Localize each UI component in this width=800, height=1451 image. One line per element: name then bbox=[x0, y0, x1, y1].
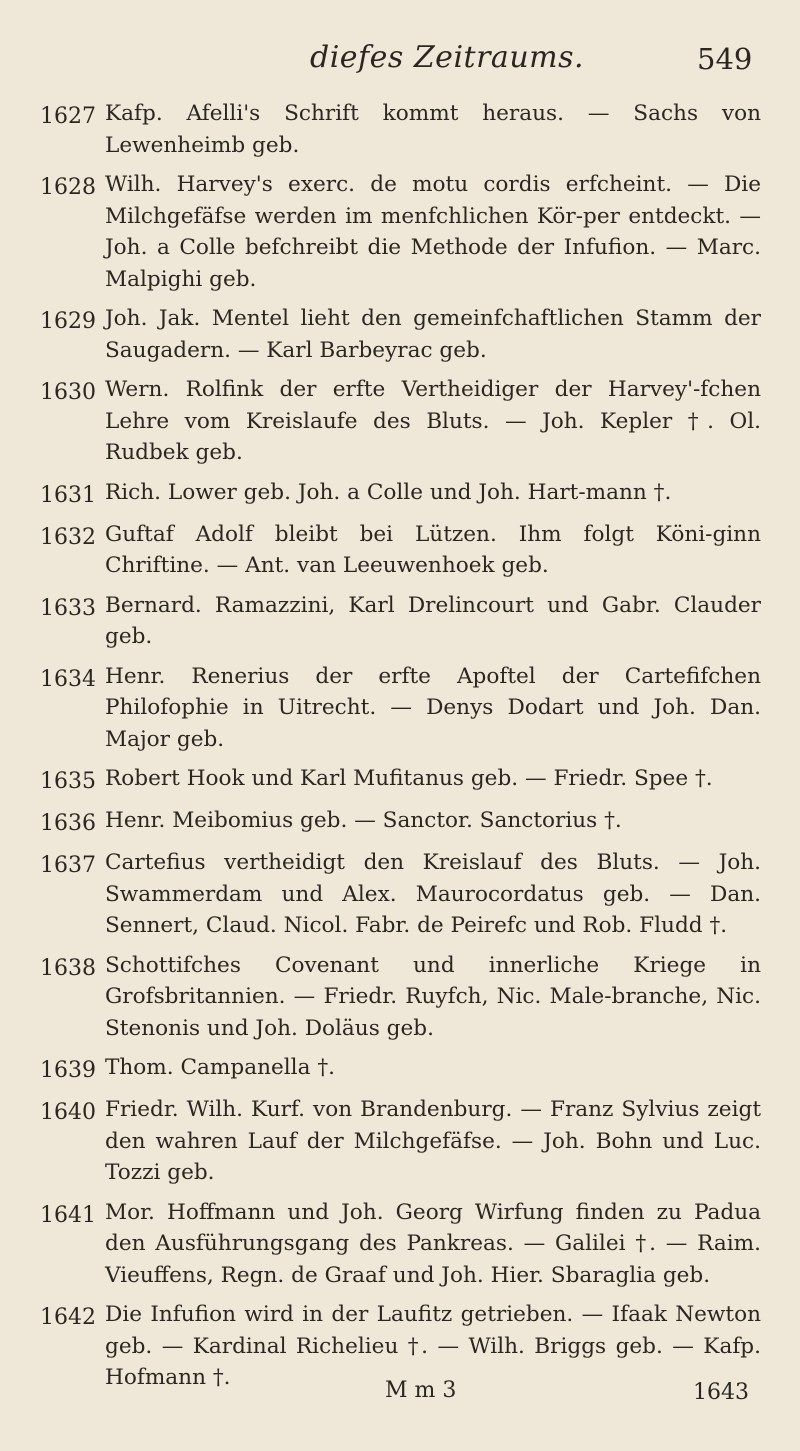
chronology-entry bbox=[0, 374, 800, 469]
entry-year: 1631 bbox=[40, 482, 96, 508]
entry-text: Die Infufion wird in der Laufitz getrieben. — Ifaak Newton geb. — Kardinal Richelieu †. — Wilh. Briggs geb. — Kafp. Hofmann †. bbox=[105, 1302, 761, 1390]
chronology-entry bbox=[0, 590, 800, 653]
chronology-entry bbox=[0, 477, 800, 511]
chronology-entry bbox=[0, 950, 800, 1045]
entry-year: 1632 bbox=[40, 524, 96, 550]
entry-text: Henr. Renerius der erfte Apoftel der Cartefifchen Philofophie in Uitrecht. — Denys Dodart und Joh. Dan. Major geb. bbox=[105, 663, 761, 752]
entry-year: 1634 bbox=[40, 666, 96, 692]
entry-year: 1637 bbox=[40, 853, 96, 878]
chronology-entry bbox=[0, 805, 800, 839]
chronology-entry bbox=[0, 1094, 800, 1189]
chronology-list bbox=[0, 98, 800, 1402]
chronology-entry bbox=[0, 169, 800, 295]
entry-year: 1641 bbox=[40, 1202, 96, 1228]
entry-text: Schottifches Covenant und innerliche Kriege in Grofsbritannien. — Friedr. Ruyfch, Nic. Male-branche, Nic. Stenonis und Joh. Doläus geb. bbox=[105, 952, 761, 1041]
entry-year: 1635 bbox=[40, 769, 96, 794]
entry-text: Mor. Hoffmann und Joh. Georg Wirfung finden zu Padua den Ausführungsgang des Pankreas. — Galilei †. — Raim. Vieuffens, Regn. de Graaf und Joh. Hier. Sbaraglia geb. bbox=[105, 1199, 761, 1288]
entry-text: Bernard. Ramazzini, Karl Drelincourt und Gabr. Clauder geb. bbox=[105, 592, 761, 649]
entry-year: 1639 bbox=[40, 1058, 96, 1083]
chronology-entry bbox=[0, 303, 800, 366]
entry-text: Guftaf Adolf bleibt bei Lützen. Ihm folgt Köni-ginn Chriftine. — Ant. van Leeuwenhoek geb. bbox=[105, 521, 761, 578]
chronology-entry bbox=[0, 519, 800, 582]
catchword: 1643 bbox=[693, 1380, 749, 1405]
running-title: diefes Zeitraums. bbox=[310, 40, 585, 75]
page-footer bbox=[0, 1378, 800, 1418]
chronology-entry bbox=[0, 661, 800, 756]
entry-text: Thom. Campanella †. bbox=[105, 1055, 335, 1080]
entry-year: 1640 bbox=[40, 1100, 96, 1125]
chronology-entry bbox=[0, 1197, 800, 1292]
entry-year: 1638 bbox=[40, 955, 96, 981]
entry-text: Friedr. Wilh. Kurf. von Brandenburg. — Franz Sylvius zeigt den wahren Lauf der Milchgefäfse. — Joh. Bohn und Luc. Tozzi geb. bbox=[105, 1097, 761, 1185]
entry-text: Henr. Meibomius geb. — Sanctor. Sanctorius †. bbox=[105, 808, 622, 833]
entry-year: 1636 bbox=[40, 811, 96, 836]
entry-year: 1628 bbox=[40, 175, 96, 200]
entry-text: Rich. Lower geb. Joh. a Colle und Joh. Hart-mann †. bbox=[105, 479, 672, 505]
entry-text: Robert Hook und Karl Mufitanus geb. — Friedr. Spee †. bbox=[105, 766, 713, 791]
chronology-entry bbox=[0, 1052, 800, 1086]
chronology-entry bbox=[0, 763, 800, 797]
entry-year: 1629 bbox=[40, 309, 96, 334]
entry-year: 1630 bbox=[40, 380, 96, 405]
entry-year: 1627 bbox=[40, 104, 96, 129]
page-number: 549 bbox=[697, 42, 753, 76]
chronology-entry bbox=[0, 847, 800, 942]
entry-text: Wern. Rolfink der erfte Vertheidiger der Harvey'-fchen Lehre vom Kreislaufe des Bluts. — Joh. Kepler †. Ol. Rudbek geb. bbox=[105, 377, 761, 465]
page-header bbox=[0, 40, 800, 90]
entry-text: Wilh. Harvey's exerc. de motu cordis erfcheint. — Die Milchgefäfse werden im menfchlichen Kör-per entdeckt. — Joh. a Colle befchreibt die Methode der Infufion. — Marc. Malpighi geb. bbox=[105, 172, 761, 292]
entry-year: 1633 bbox=[40, 595, 96, 621]
signature-mark: M m 3 bbox=[385, 1378, 457, 1403]
entry-text: Cartefius vertheidigt den Kreislauf des Bluts. — Joh. Swammerdam und Alex. Maurocordatus geb. — Dan. Sennert, Claud. Nicol. Fabr. de Peirefc und Rob. Fludd †. bbox=[105, 850, 761, 938]
entry-year: 1642 bbox=[40, 1305, 96, 1330]
chronology-entry bbox=[0, 98, 800, 161]
entry-text: Kafp. Afelli's Schrift kommt heraus. — Sachs von Lewenheimb geb. bbox=[105, 101, 761, 158]
entry-text: Joh. Jak. Mentel lieht den gemeinfchaftlichen Stamm der Saugadern. — Karl Barbeyrac geb. bbox=[105, 306, 761, 363]
